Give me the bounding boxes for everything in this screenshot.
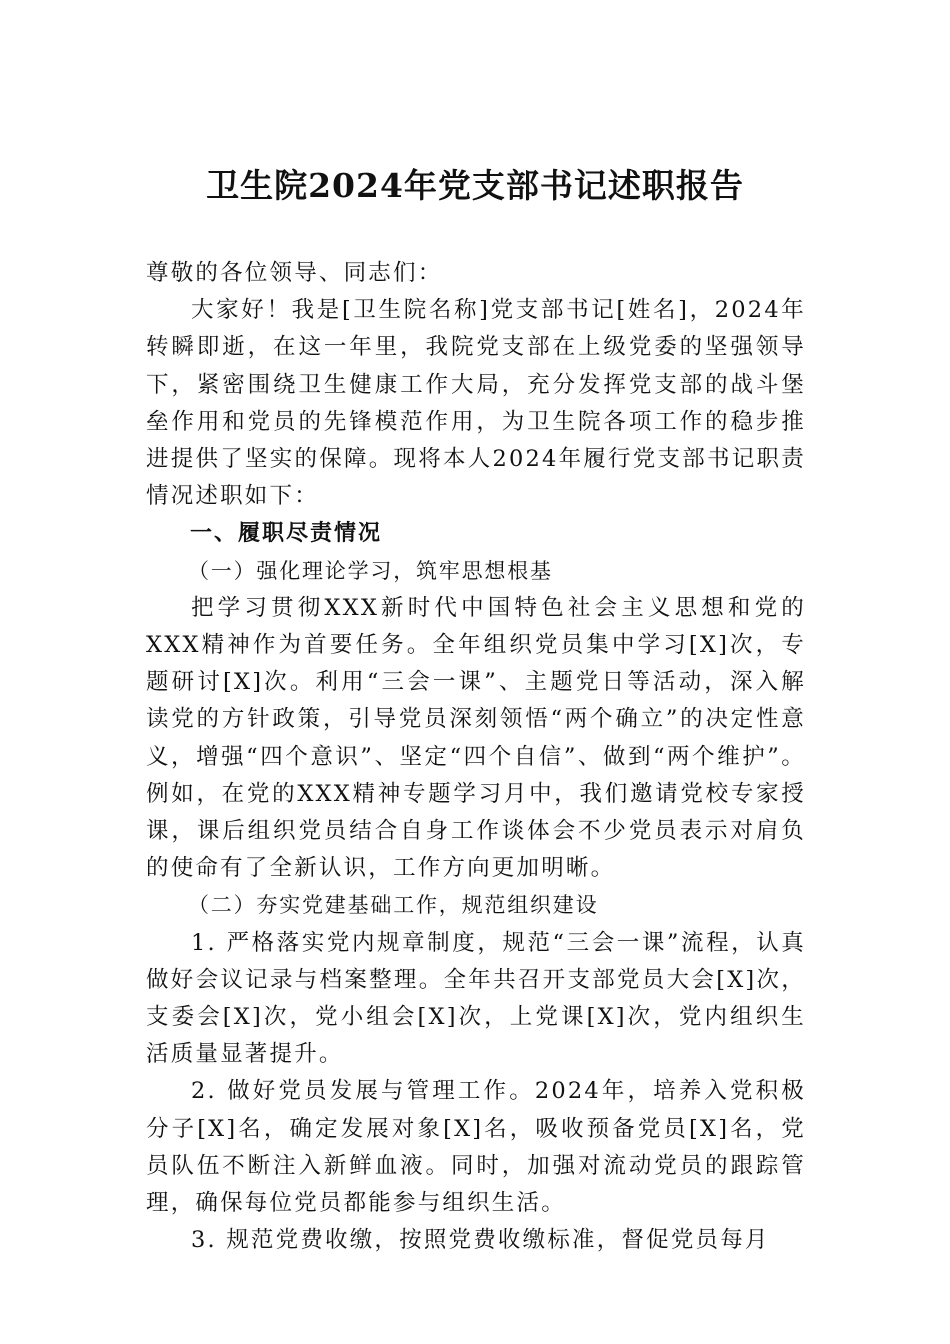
subsection-heading-1: （一）强化理论学习，筑牢思想根基	[188, 558, 553, 583]
salutation: 尊敬的各位领导、同志们：	[146, 260, 443, 286]
list-item-1: 1. 严格落实党内规章制度，规范“三会一课”流程，认真做好会议记录与档案整理。全年共召开支部党员大会[X]次，支委会[X]次，党小组会[X]次，上党课[X]次，党内组织生活质量显著提升。	[146, 929, 806, 1068]
intro-paragraph: 大家好！我是[卫生院名称]党支部书记[姓名]，2024年转瞬即逝，在这一年里，我院党支部在上级党委的坚强领导下，紧密围绕卫生健康工作大局，充分发挥党支部的战斗堡垒作用和党员的先锋模范作用，为卫生院各项工作的稳步推进提供了坚实的保障。现将本人2024年履行党支部书记职责情况述职如下：	[146, 297, 806, 510]
list-item-3: 3. 规范党费收缴，按照党费收缴标准，督促党员每月	[191, 1227, 770, 1254]
document-title: 卫生院2024年党支部书记述职报告	[206, 166, 744, 205]
section-heading-1: 一、履职尽责情况	[190, 521, 383, 547]
list-item-2: 2. 做好党员发展与管理工作。2024年，培养入党积极分子[X]名，确定发展对象[X]名，吸收预备党员[X]名，党员队伍不断注入新鲜血液。同时，加强对流动党员的跟踪管理，确保每位党员都能参与组织生活。	[146, 1078, 806, 1217]
subsection-heading-2: （二）夯实党建基础工作，规范组织建设	[188, 893, 599, 918]
subsection-1-paragraph: 把学习贯彻XXX新时代中国特色社会主义思想和党的XXX精神作为首要任务。全年组织党员集中学习[X]次，专题研讨[X]次。利用“三会一课”、主题党日等活动，深入解读党的方针政策，引导党员深刻领悟“两个确立”的决定性意义，增强“四个意识”、坚定“四个自信”、做到“两个维护”。例如，在党的XXX精神专题学习月中，我们邀请党校专家授课，课后组织党员结合自身工作谈体会不少党员表示对肩负的使命有了全新认识，工作方向更加明晰。	[146, 594, 806, 882]
document-body	[146, 255, 806, 1259]
